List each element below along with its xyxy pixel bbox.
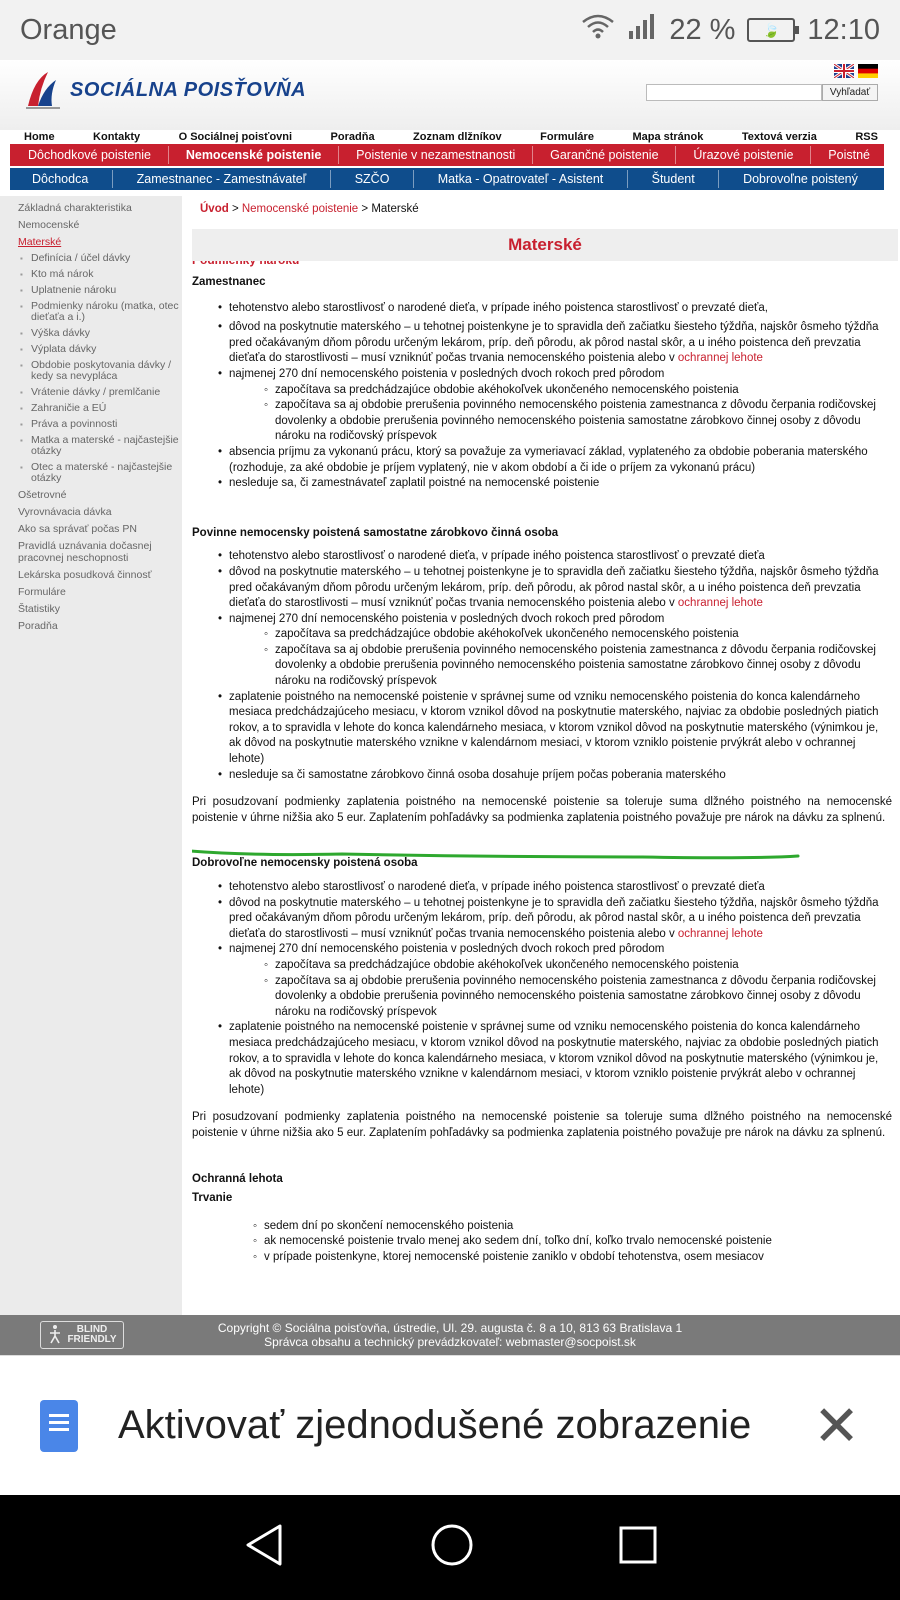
battery-percent: 22 %: [669, 13, 736, 46]
wifi-icon: [581, 12, 615, 48]
simplified-view-banner[interactable]: [0, 1355, 900, 1495]
sub-list: [229, 383, 892, 445]
insurance-type-nav: [10, 144, 884, 166]
site-logo[interactable]: [24, 70, 306, 110]
list-item: • nesleduje sa, či zamestnávateľ zaplatil poistné na nemocenské poistenie: [218, 476, 892, 492]
breadcrumb-current: Materské: [371, 203, 419, 215]
list-item: • absencia príjmu za vykonanú prácu, ktorý sa považuje za vymeriavací základ, vyplateného za obdobie poberania materského (rozhoduje, za aké obdobie je príjem vyplatený, nie v akom období a či ide o príjem za vykonanú prácu): [218, 445, 892, 476]
main-content: [192, 196, 898, 1355]
sidebar-item-materske[interactable]: Materské: [18, 236, 62, 248]
bluenav-dochodca[interactable]: Dôchodca: [32, 172, 89, 186]
list-item-underlined: • nesleduje sa či samostatne zárobkovo činná osoba dosahuje príjem počas poberania materského: [218, 768, 892, 784]
sub-list-item: ◦ započítava sa predchádzajúce obdobie akéhokoľvek ukončeného nemocenského poistenia: [264, 958, 892, 974]
language-switcher: [834, 64, 878, 78]
sidebar-item-ako-sa-spravat[interactable]: Ako sa správať počas PN: [18, 523, 137, 535]
list-item: • tehotenstvo alebo starostlivosť o narodené dieťa, v prípade iného poistenca starostlivosť o prevzaté dieťa,: [218, 301, 892, 317]
sidebar-item-statistiky[interactable]: Štatistiky: [18, 603, 61, 615]
page-title: Materské: [192, 229, 898, 261]
sidebar-item-poradna[interactable]: Poradňa: [18, 620, 58, 632]
audience-nav: [10, 168, 884, 190]
topnav-formulare[interactable]: Formuláre: [540, 131, 594, 143]
rednav-nemocenske[interactable]: Nemocenské poistenie: [185, 148, 322, 162]
list-item-text: najmenej 270 dní nemocenského poistenia v posledných dvoch rokoch pred pôrodom: [229, 367, 665, 380]
condition-list: [192, 301, 892, 492]
sub-list: [192, 1219, 892, 1266]
back-icon[interactable]: [242, 1522, 286, 1573]
topnav-rss[interactable]: RSS: [855, 131, 878, 143]
nav-divider: [718, 170, 719, 188]
site-footer: [0, 1315, 900, 1355]
sidebar-subitem[interactable]: ▪ Výplata dávky: [18, 344, 182, 355]
sub-list-item: ◦ započítava sa predchádzajúce obdobie akéhokoľvek ukončeného nemocenského poistenia: [264, 627, 892, 643]
sidebar-subitem[interactable]: ▪ Uplatnenie nároku: [18, 285, 182, 296]
paragraph: Pri posudzovaní podmienky zaplatenia poistného na nemocenské poistenie sa toleruje suma dlžného poistného na nemocenské poistenie v úhrne nižšia ako 5 eur. Zaplatením pohľadávky sa podmienka zaplatenia poistného považuje pre nárok na dávku za splnenú.: [192, 796, 892, 824]
rednav-nezamestnanost[interactable]: Poistenie v nezamestnanosti: [356, 148, 516, 162]
nav-divider: [168, 146, 169, 164]
rednav-poistne[interactable]: Poistné: [828, 148, 870, 162]
sidebar-item-lekarska[interactable]: Lekárska posudková činnosť: [18, 569, 152, 581]
list-item: • zaplatenie poistného na nemocenské poistenie v správnej sume od vzniku nemocenského poistenia do konca kalendárneho mesiaca predchádzajúceho mesiacu, v ktorom vznikol dôvod na poskytnutie materského, najviac za obdobie posledných piatich rokov, a to spravidla v lehote do konca kalendárneho mesiaca, v ktorom vznikol dôvod na poskytnutie materského (výnimkou je, ak dôvod na poskytnutie materského vznikne v kalendárnom mesiaci, v ktorom vzniklo poistenie prvýkrát alebo v ochrannej lehote): [218, 690, 892, 768]
sidebar-subitem[interactable]: ▪ Vrátenie dávky / premlčanie: [18, 387, 182, 398]
recents-icon[interactable]: [618, 1525, 658, 1570]
ochranna-lehota-link[interactable]: ochrannej lehote: [677, 927, 763, 940]
site-header: [0, 60, 900, 130]
sub-list-item: ◦ v prípade poistenkyne, ktorej nemocenské poistenie zaniklo v období tehotenstva, osem mesiacov: [253, 1250, 892, 1266]
sidebar-item-zakladna-charakteristika[interactable]: Základná charakteristika: [18, 202, 132, 214]
list-item-text: dôvod na poskytnutie materského – u tehotnej poistenkyne je to spravidla deň začiatku šiesteho týždňa, najskôr ôsmeho týždňa pred očakávaným dňom pôrodu určeným lekárom, príp. deň pôrodu, ak pôrod nastal skôr, a u iného poistenca deň prevzatia dieťaťa do starostlivosti – musí vzniknúť počas trvania nemocenského poistenia alebo v: [229, 565, 879, 610]
sub-list: [229, 958, 892, 1020]
list-item: [218, 612, 892, 690]
topnav-mapa-stranok[interactable]: Mapa stránok: [632, 131, 704, 143]
section-heading: Zamestnanec: [192, 276, 266, 288]
logo-text: SOCIÁLNA POISŤOVŇA: [70, 78, 307, 101]
search-input[interactable]: [646, 84, 822, 101]
rednav-urazove[interactable]: Úrazové poistenie: [693, 148, 794, 162]
breadcrumb-home[interactable]: Úvod: [200, 203, 229, 215]
nav-divider: [810, 146, 811, 164]
bluenav-dobrovolne[interactable]: Dobrovoľne poistený: [743, 172, 858, 186]
footer-copyright: Copyright © Sociálna poisťovňa, ústredie, Ul. 29. augusta č. 8 a 10, 813 63 Bratislava 1: [217, 1321, 683, 1335]
nav-divider: [413, 170, 414, 188]
sidebar-item-osetrovne[interactable]: Ošetrovné: [18, 489, 67, 501]
footer-webmaster: Správca obsahu a technický prevádzkovateľ: webmaster@socpoist.sk: [264, 1335, 636, 1349]
condition-list: [192, 880, 892, 1098]
list-item: • zaplatenie poistného na nemocenské poistenie v správnej sume od vzniku nemocenského poistenia do konca kalendárneho mesiaca predchádzajúceho mesiacu, v ktorom vznikol dôvod na poskytnutie materského, najviac za obdobie posledných piatich rokov, a to spravidla v lehote do konca kalendárneho mesiaca, v ktorom vznikol dôvod na poskytnutie materského (výnimkou je, ak dôvod na poskytnutie materského vznikne v kalendárnom mesiaci, v ktorom vzniklo poistenie prvýkrát alebo v ochrannej lehote): [218, 1020, 892, 1098]
bluenav-student[interactable]: Študent: [651, 172, 695, 186]
sub-list: [229, 627, 892, 689]
simplified-view-label[interactable]: Aktivovať zjednodušené zobrazenie: [118, 1403, 752, 1447]
sidebar-item-pravidla[interactable]: Pravidlá uznávania dočasnej pracovnej neschopnosti: [18, 540, 152, 564]
sub-list-item: ◦ započítava sa aj obdobie prerušenia povinného nemocenského poistenia zamestnanca z dôvodu čerpania rodičovskej dovolenky a obdobie prerušenia povinného nemocenského poistenia samostatne zárobkovo činnej osoby z dôvodu nároku na rodičovský príspevok: [264, 398, 892, 445]
section-heading: Dobrovoľne nemocensky poistená osoba: [192, 857, 418, 870]
accessibility-icon: [47, 1324, 63, 1347]
sidebar-subitem[interactable]: ▪ Zahraničie a EÚ: [18, 403, 182, 414]
battery-icon: 🍃: [747, 18, 795, 42]
list-item: [218, 565, 892, 612]
sidebar: [0, 196, 182, 1355]
nav-divider: [338, 146, 339, 164]
blind-friendly-label: BLIND FRIENDLY: [67, 1324, 117, 1345]
topnav-textova-verzia[interactable]: Textová verzia: [741, 131, 817, 143]
sidebar-subitem[interactable]: ▪ Podmienky nároku (matka, otec dieťaťa a i.): [18, 301, 182, 323]
bluenav-szco[interactable]: SZČO: [354, 172, 390, 186]
search-button[interactable]: Vyhľadať: [822, 84, 878, 101]
rednav-garancne[interactable]: Garančné poistenie: [550, 148, 659, 162]
topnav-o-socialnej-poistovni[interactable]: O Sociálnej poisťovni: [178, 131, 293, 143]
list-item-text: najmenej 270 dní nemocenského poistenia v posledných dvoch rokoch pred pôrodom: [229, 612, 665, 625]
list-item: [218, 320, 892, 367]
breadcrumb: [200, 202, 419, 218]
web-page: [0, 60, 900, 1355]
section-subheading: Trvanie: [192, 1192, 233, 1205]
nav-divider: [330, 170, 331, 188]
condition-list: [192, 549, 892, 783]
sidebar-subitem[interactable]: ▪ Obdobie poskytovania dávky / kedy sa nevypláca: [18, 360, 182, 382]
clock: 12:10: [807, 13, 880, 46]
sidebar-subitem[interactable]: ▪ Matka a materské - najčastejšie otázky: [18, 435, 182, 457]
sub-list-item: ◦ sedem dní po skončení nemocenského poistenia: [253, 1219, 892, 1235]
german-flag-icon[interactable]: [858, 64, 878, 78]
paragraph: Pri posudzovaní podmienky zaplatenia poistného na nemocenské poistenie sa toleruje suma dlžného poistného na nemocenské poistenie v úhrne nižšia ako 5 eur. Zaplatením pohľadávky sa podmienka zaplatenia poistného považuje pre nárok na dávku za splnenú.: [192, 1111, 892, 1139]
sidebar-subitem[interactable]: ▪ Práva a povinnosti: [18, 419, 182, 430]
sidebar-subitem[interactable]: ▪ Definícia / účel dávky: [18, 253, 182, 264]
section-heading: Povinne nemocensky poistená samostatne zárobkovo činná osoba: [192, 526, 559, 539]
rednav-dochodkove[interactable]: Dôchodkové poistenie: [28, 148, 151, 162]
sidebar-item-formulare[interactable]: Formuláre: [18, 586, 66, 598]
sub-list-item: ◦ započítava sa aj obdobie prerušenia povinného nemocenského poistenia zamestnanca z dôvodu čerpania rodičovskej dovolenky a obdobie prerušenia povinného nemocenského poistenia samostatne zárobkovo činnej osoby z dôvodu nároku na rodičovský príspevok: [264, 643, 892, 690]
list-item: [218, 367, 892, 445]
blind-friendly-badge[interactable]: [40, 1321, 124, 1349]
home-icon[interactable]: [429, 1522, 475, 1573]
list-item: • tehotenstvo alebo starostlivosť o narodené dieťa, v prípade iného poistenca starostlivosť o prevzaté dieťa: [218, 880, 892, 896]
sidebar-item-nemocenske[interactable]: Nemocenské: [18, 219, 80, 231]
ochranna-lehota-link[interactable]: ochrannej lehote: [677, 352, 763, 365]
section-heading: Ochranná lehota: [192, 1172, 283, 1185]
breadcrumb-section[interactable]: Nemocenské poistenie: [241, 203, 359, 215]
list-item-text: dôvod na poskytnutie materského – u tehotnej poistenkyne je to spravidla deň začiatku šiesteho týždňa, najskôr ôsmeho týždňa pred očakávaným dňom pôrodu určeným lekárom, príp. deň pôrodu, ak pôrod nastal skôr, a u iného poistenca deň prevzatia dieťaťa do starostlivosti – musí vzniknúť počas trvania nemocenského poistenia alebo v: [229, 321, 879, 365]
nav-divider: [627, 170, 628, 188]
sub-list-item: ◦ započítava sa predchádzajúce obdobie akéhokoľvek ukončeného nemocenského poistenia: [264, 383, 892, 399]
close-icon[interactable]: ✕: [813, 1393, 860, 1457]
topnav-home[interactable]: Home: [24, 131, 55, 143]
sidebar-subitem[interactable]: ▪ Kto má nárok: [18, 269, 182, 280]
list-item: [218, 942, 892, 1020]
topnav-kontakty[interactable]: Kontakty: [93, 131, 141, 143]
logo-icon: [24, 70, 62, 110]
android-nav-bar: [0, 1495, 900, 1600]
signal-icon: [627, 13, 657, 47]
status-bar: [0, 0, 900, 60]
nav-divider: [675, 146, 676, 164]
carrier-name: Orange: [20, 13, 117, 46]
list-item: • tehotenstvo alebo starostlivosť o narodené dieťa, v prípade iného poistenca starostlivosť o prevzaté dieťa: [218, 549, 892, 565]
uk-flag-icon[interactable]: [834, 64, 854, 78]
list-item-text: dôvod na poskytnutie materského – u tehotnej poistenkyne je to spravidla deň začiatku šiesteho týždňa, najskôr ôsmeho týždňa pred očakávaným dňom pôrodu určeným lekárom, príp. deň pôrodu, ak pôrod nastal skôr, a u iného poistenca deň prevzatia dieťaťa do starostlivosti – musí vzniknúť počas trvania nemocenského poistenia alebo v: [229, 896, 879, 940]
sidebar-item-vyrovnavacia-davka[interactable]: Vyrovnávacia dávka: [18, 506, 112, 518]
article-body: [192, 275, 892, 1265]
breadcrumb-separator: >: [358, 203, 372, 215]
bluenav-matka[interactable]: Matka - Opatrovateľ - Asistent: [437, 172, 604, 186]
list-item-text: najmenej 270 dní nemocenského poistenia v posledných dvoch rokoch pred pôrodom: [229, 943, 665, 956]
document-icon: [40, 1400, 78, 1452]
sidebar-subitem[interactable]: ▪ Otec a materské - najčastejšie otázky: [18, 462, 182, 484]
sidebar-subitem[interactable]: ▪ Výška dávky: [18, 328, 182, 339]
sub-list-item: ◦ ak nemocenské poistenie trvalo menej ako sedem dní, toľko dní, koľko trvalo nemocenské poistenie: [253, 1234, 892, 1250]
nav-divider: [112, 170, 113, 188]
topnav-zoznam-dlznikov[interactable]: Zoznam dlžníkov: [413, 131, 502, 143]
topnav-poradna[interactable]: Poradňa: [330, 131, 375, 143]
list-item: [218, 896, 892, 943]
bluenav-zamestnanec[interactable]: Zamestnanec - Zamestnávateľ: [136, 172, 307, 186]
nav-divider: [532, 146, 533, 164]
ochranna-lehota-link[interactable]: ochrannej lehote: [677, 597, 763, 610]
sub-list-item: ◦ započítava sa aj obdobie prerušenia povinného nemocenského poistenia zamestnanca z dôvodu čerpania rodičovskej dovolenky a obdobie prerušenia povinného nemocenského poistenia samostatne zárobkovo činnej osoby z dôvodu nároku na rodičovský príspevok: [264, 974, 892, 1021]
breadcrumb-separator: >: [228, 203, 242, 215]
